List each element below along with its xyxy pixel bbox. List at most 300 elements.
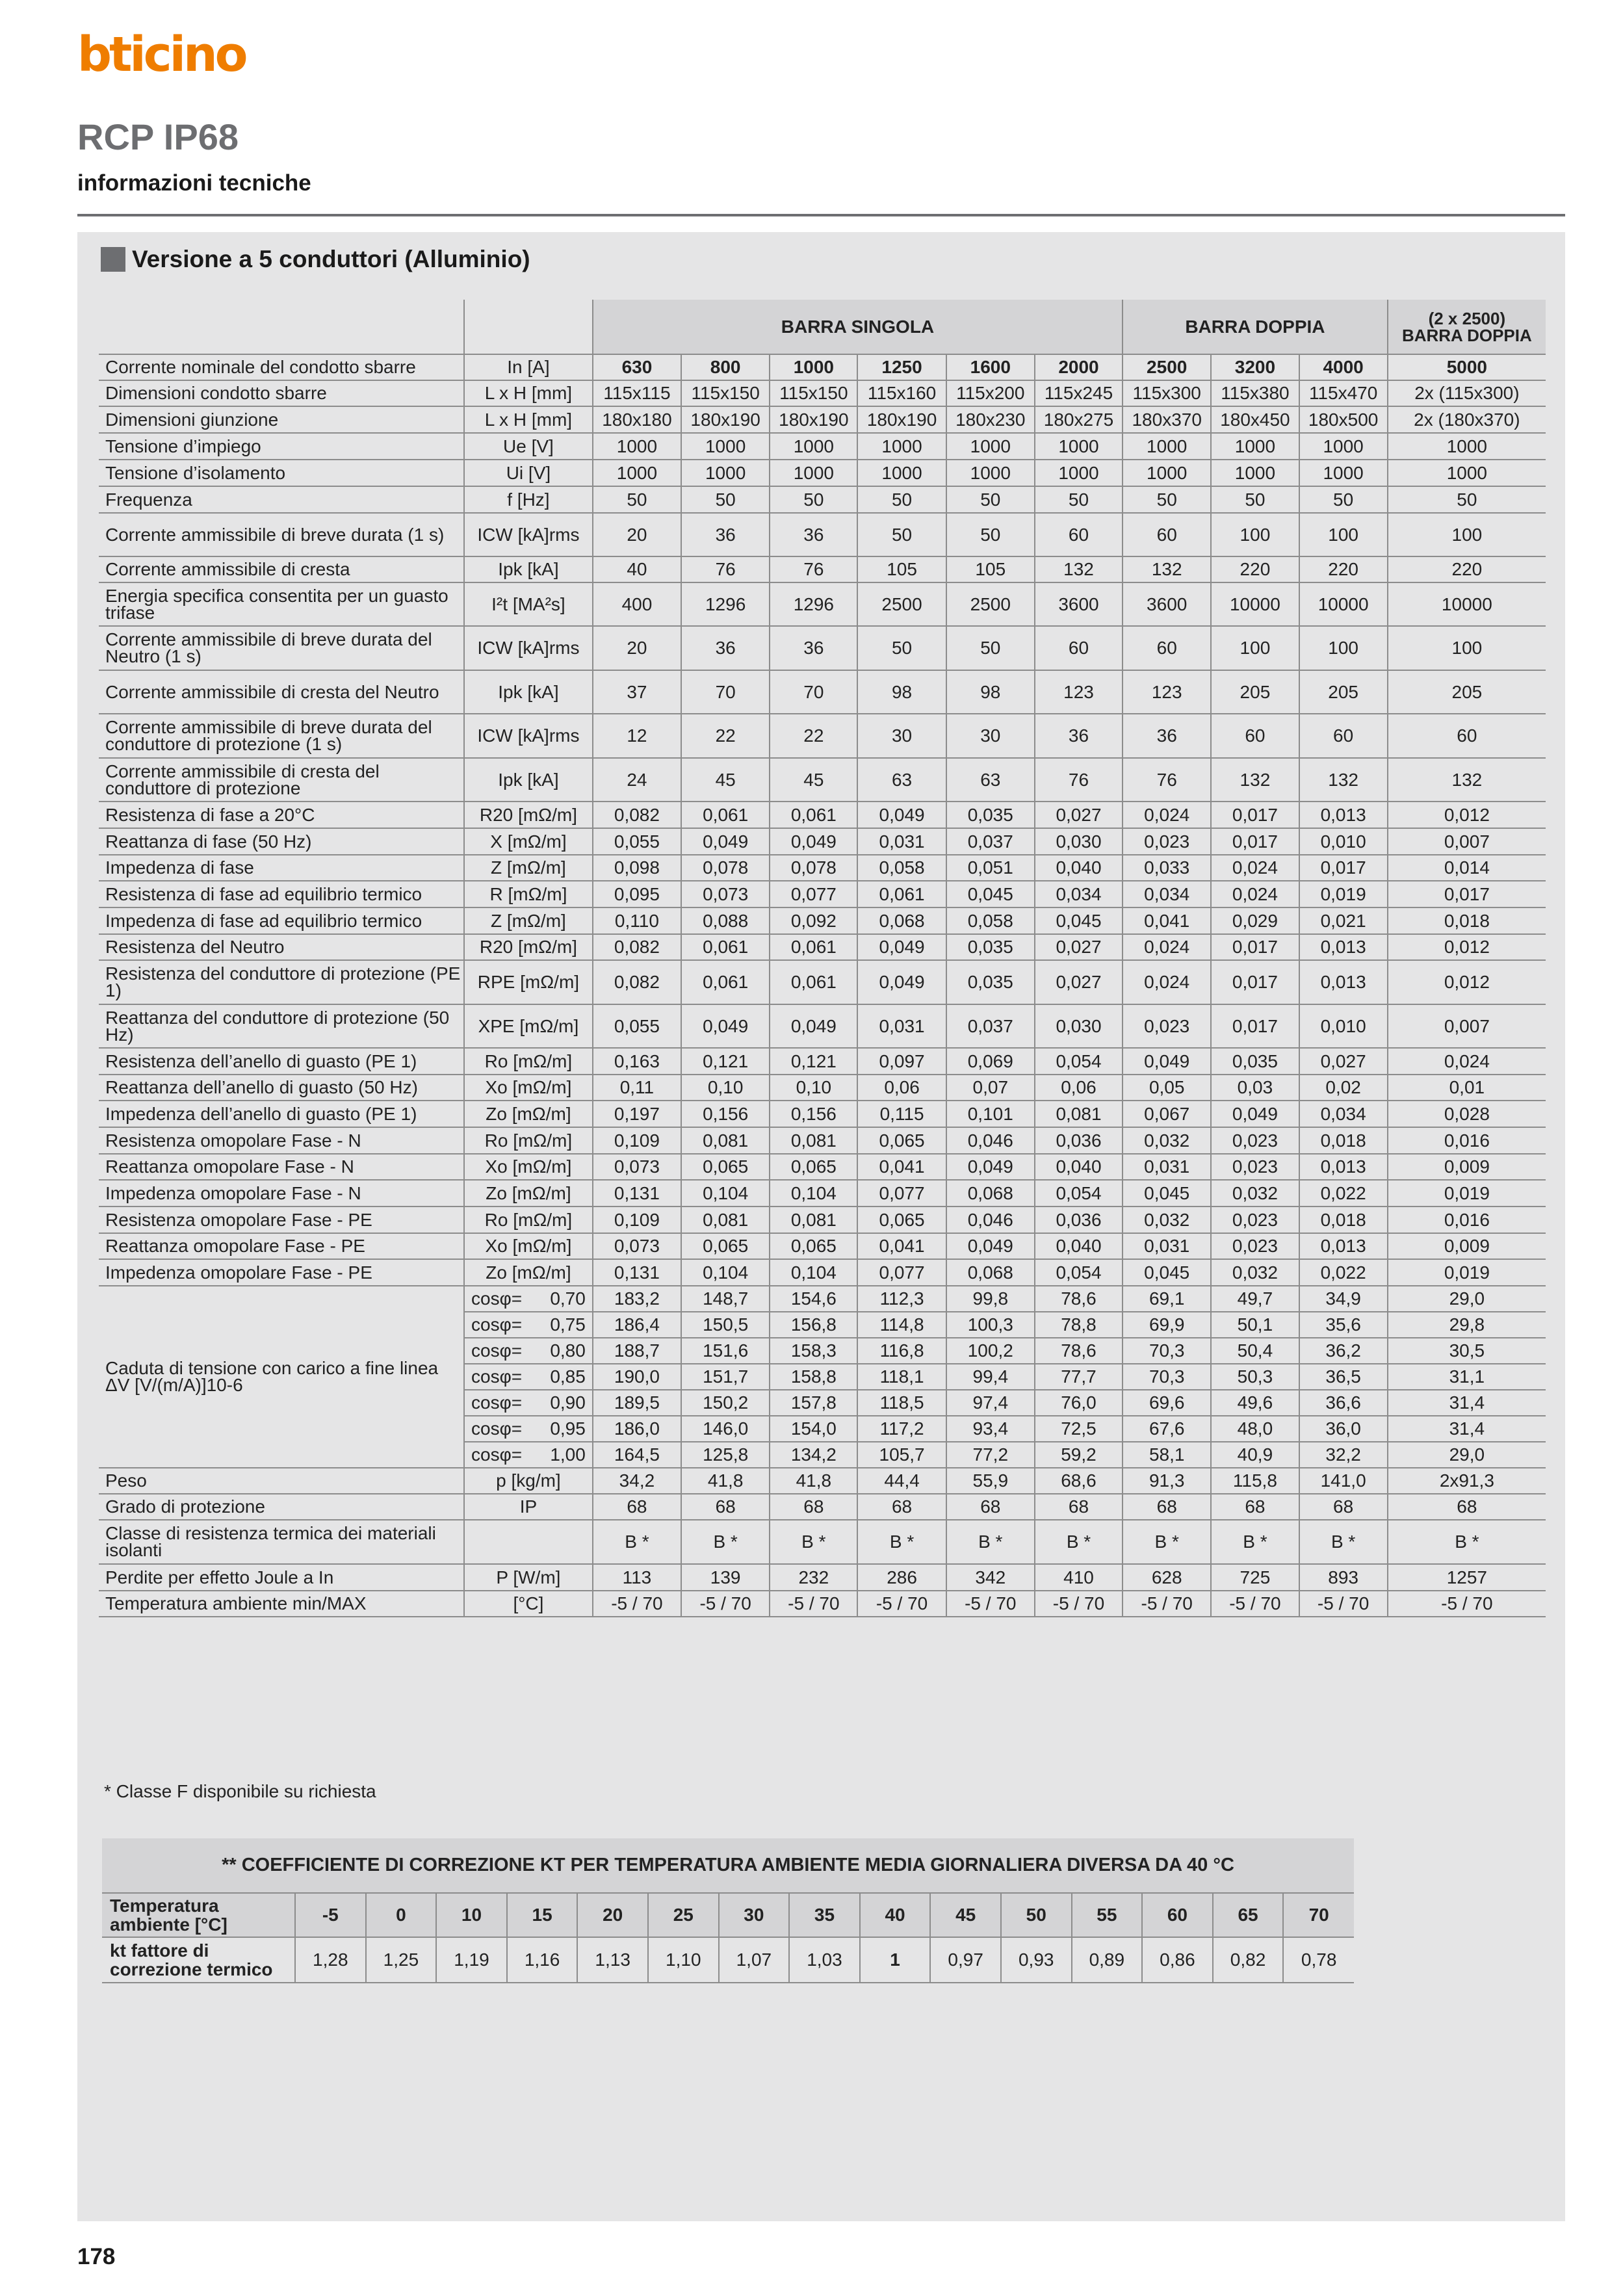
table-cell: 50 bbox=[1123, 486, 1211, 513]
table-row bbox=[99, 406, 1546, 433]
table-cell: 0,012 bbox=[1388, 934, 1546, 960]
table-cell: 0,049 bbox=[857, 802, 946, 828]
table-header-row bbox=[99, 300, 1546, 354]
cos-value: 0,85 bbox=[550, 1366, 586, 1387]
table-cell: 2x (180x370) bbox=[1388, 406, 1546, 433]
table-cell: 0,055 bbox=[593, 828, 681, 855]
table-cell: B * bbox=[681, 1520, 770, 1564]
table-cell: 1000 bbox=[1211, 433, 1299, 460]
table-row bbox=[99, 1468, 1546, 1494]
table-cell: 0,035 bbox=[946, 960, 1035, 1004]
table-cell: 0,033 bbox=[1123, 855, 1211, 881]
table-cell: 0,007 bbox=[1388, 828, 1546, 855]
table-cell: 60 bbox=[1123, 626, 1211, 670]
table-cell: 115x200 bbox=[946, 380, 1035, 406]
table-cell: 183,2 bbox=[593, 1286, 681, 1312]
kt-factor-cell: 1,13 bbox=[577, 1937, 648, 1983]
table-cell: 0,095 bbox=[593, 881, 681, 907]
table-row bbox=[99, 1127, 1546, 1154]
table-cell: 72,5 bbox=[1035, 1416, 1123, 1442]
cos-prefix: cosφ= bbox=[471, 1418, 523, 1439]
table-cell: 0,054 bbox=[1035, 1048, 1123, 1075]
row-unit: R20 [mΩ/m] bbox=[464, 934, 593, 960]
row-unit: Z [mΩ/m] bbox=[464, 855, 593, 881]
table-cell: -5 / 70 bbox=[1299, 1591, 1388, 1617]
table-row bbox=[99, 907, 1546, 934]
table-cell: 98 bbox=[946, 670, 1035, 714]
table-cell: 0,035 bbox=[946, 934, 1035, 960]
table-cell: 0,017 bbox=[1211, 960, 1299, 1004]
table-cell: 150,2 bbox=[681, 1390, 770, 1416]
table-row bbox=[99, 1075, 1546, 1101]
table-cell: 68 bbox=[857, 1494, 946, 1520]
group-barra-singola: BARRA SINGOLA bbox=[593, 300, 1123, 354]
table-cell: 0,027 bbox=[1035, 960, 1123, 1004]
row-unit: Ro [mΩ/m] bbox=[464, 1207, 593, 1233]
table-cell: 0,012 bbox=[1388, 802, 1546, 828]
table-cell: 0,097 bbox=[857, 1048, 946, 1075]
table-cell: 50 bbox=[1035, 486, 1123, 513]
row-label: Resistenza di fase a 20°C bbox=[99, 802, 464, 828]
table-cell: 36,2 bbox=[1299, 1338, 1388, 1364]
table-cell: 2500 bbox=[857, 582, 946, 626]
table-cell: 0,024 bbox=[1123, 802, 1211, 828]
table-cell: 0,017 bbox=[1299, 855, 1388, 881]
table-cell: 0,049 bbox=[770, 828, 857, 855]
row-unit: Zo [mΩ/m] bbox=[464, 1180, 593, 1207]
table-row bbox=[99, 828, 1546, 855]
cos-prefix: cosφ= bbox=[471, 1340, 523, 1361]
table-cell: 99,8 bbox=[946, 1286, 1035, 1312]
table-cell: 0,061 bbox=[770, 960, 857, 1004]
cos-prefix: cosφ= bbox=[471, 1444, 523, 1465]
kt-factor-cell: 1,03 bbox=[789, 1937, 860, 1983]
table-cell: 0,104 bbox=[681, 1180, 770, 1207]
table-cell: 50 bbox=[770, 486, 857, 513]
table-cell: 78,6 bbox=[1035, 1338, 1123, 1364]
table-cell: 0,046 bbox=[946, 1207, 1035, 1233]
section-header bbox=[101, 246, 530, 273]
row-unit: Ro [mΩ/m] bbox=[464, 1127, 593, 1154]
table-row bbox=[99, 380, 1546, 406]
kt-temp-row bbox=[102, 1893, 1354, 1937]
table-cell: 68 bbox=[946, 1494, 1035, 1520]
table-cell: 93,4 bbox=[946, 1416, 1035, 1442]
row-label: Impedenza dell’anello di guasto (PE 1) bbox=[99, 1101, 464, 1127]
table-cell: 50 bbox=[1211, 486, 1299, 513]
table-cell: 151,6 bbox=[681, 1338, 770, 1364]
group-2x-line1: (2 x 2500) bbox=[1428, 308, 1506, 328]
row-unit: Ue [V] bbox=[464, 433, 593, 460]
table-cell: 0,058 bbox=[946, 907, 1035, 934]
table-cell: 0,019 bbox=[1388, 1259, 1546, 1286]
table-cell: B * bbox=[857, 1520, 946, 1564]
row-label: Impedenza omopolare Fase - PE bbox=[99, 1259, 464, 1286]
table-cell: 0,013 bbox=[1299, 1154, 1388, 1180]
table-cell: 0,049 bbox=[1211, 1101, 1299, 1127]
table-row bbox=[99, 1259, 1546, 1286]
table-cell: 68 bbox=[1035, 1494, 1123, 1520]
table-cell: 0,061 bbox=[857, 881, 946, 907]
table-cell: 35,6 bbox=[1299, 1312, 1388, 1338]
table-cell: 180x230 bbox=[946, 406, 1035, 433]
table-cell: 0,065 bbox=[857, 1127, 946, 1154]
table-cell: -5 / 70 bbox=[1123, 1591, 1211, 1617]
drop-label: Caduta di tensione con carico a fine linea ΔV [V/(m/A)]10-6 bbox=[99, 1286, 464, 1468]
table-cell: 0,035 bbox=[946, 802, 1035, 828]
kt-temp-cell: 70 bbox=[1283, 1893, 1354, 1937]
table-cell: 0,163 bbox=[593, 1048, 681, 1075]
cos-value: 0,70 bbox=[550, 1288, 586, 1309]
row-label: Impedenza di fase ad equilibrio termico bbox=[99, 907, 464, 934]
table-cell: 118,5 bbox=[857, 1390, 946, 1416]
row-label: Frequenza bbox=[99, 486, 464, 513]
table-cell: 0,065 bbox=[770, 1233, 857, 1259]
table-cell: 0,032 bbox=[1211, 1180, 1299, 1207]
cos-value: 0,75 bbox=[550, 1314, 586, 1335]
table-cell: 139 bbox=[681, 1564, 770, 1591]
table-cell: -5 / 70 bbox=[1035, 1591, 1123, 1617]
table-cell: 68 bbox=[593, 1494, 681, 1520]
table-cell: 148,7 bbox=[681, 1286, 770, 1312]
table-cell: 113 bbox=[593, 1564, 681, 1591]
table-cell: 69,1 bbox=[1123, 1286, 1211, 1312]
table-cell: 0,045 bbox=[1123, 1180, 1211, 1207]
table-cell: 0,023 bbox=[1211, 1233, 1299, 1259]
table-cell: 1000 bbox=[1035, 433, 1123, 460]
table-cell: 0,156 bbox=[681, 1101, 770, 1127]
table-cell: 0,104 bbox=[681, 1259, 770, 1286]
table-cell: 190,0 bbox=[593, 1364, 681, 1390]
table-cell: 3600 bbox=[1123, 582, 1211, 626]
table-cell: 0,049 bbox=[857, 934, 946, 960]
table-cell: 0,017 bbox=[1211, 828, 1299, 855]
table-cell: 0,068 bbox=[946, 1180, 1035, 1207]
table-cell: 30 bbox=[946, 714, 1035, 758]
table-cell: 154,0 bbox=[770, 1416, 857, 1442]
row-unit: Zo [mΩ/m] bbox=[464, 1101, 593, 1127]
table-row bbox=[99, 354, 1546, 380]
kt-factor-cell: 0,86 bbox=[1142, 1937, 1213, 1983]
table-row bbox=[99, 460, 1546, 486]
table-cell: 0,049 bbox=[857, 960, 946, 1004]
row-unit: I²t [MA²s] bbox=[464, 582, 593, 626]
header-divider bbox=[77, 214, 1565, 216]
row-label: Corrente ammissibile di breve durata (1 s) bbox=[99, 513, 464, 556]
row-label: Tensione d’isolamento bbox=[99, 460, 464, 486]
table-cell: 0,07 bbox=[946, 1075, 1035, 1101]
table-cell: 0,077 bbox=[857, 1259, 946, 1286]
table-cell: 100,2 bbox=[946, 1338, 1035, 1364]
table-cell: 0,027 bbox=[1035, 934, 1123, 960]
table-row bbox=[99, 513, 1546, 556]
table-cell: 1000 bbox=[1299, 460, 1388, 486]
table-cell: -5 / 70 bbox=[857, 1591, 946, 1617]
cos-cell bbox=[464, 1286, 593, 1312]
kt-factor-cell: 0,89 bbox=[1072, 1937, 1143, 1983]
table-cell: 105,7 bbox=[857, 1442, 946, 1468]
row-label: Impedenza di fase bbox=[99, 855, 464, 881]
table-cell: 115x150 bbox=[681, 380, 770, 406]
table-cell: 63 bbox=[946, 758, 1035, 802]
table-cell: 1000 bbox=[1035, 460, 1123, 486]
table-cell: 0,045 bbox=[946, 881, 1035, 907]
table-cell: 1000 bbox=[1299, 433, 1388, 460]
table-cell: 36 bbox=[681, 513, 770, 556]
row-unit bbox=[464, 1520, 593, 1564]
table-cell: 60 bbox=[1035, 513, 1123, 556]
table-cell: 0,013 bbox=[1299, 802, 1388, 828]
table-cell: 0,012 bbox=[1388, 960, 1546, 1004]
table-cell: 0,019 bbox=[1299, 881, 1388, 907]
table-cell: 55,9 bbox=[946, 1468, 1035, 1494]
table-cell: 123 bbox=[1123, 670, 1211, 714]
table-cell: 40 bbox=[593, 556, 681, 582]
table-cell: 0,035 bbox=[1211, 1048, 1299, 1075]
table-cell: 180x190 bbox=[857, 406, 946, 433]
table-cell: 0,024 bbox=[1211, 855, 1299, 881]
row-label: Peso bbox=[99, 1468, 464, 1494]
table-cell: 1000 bbox=[770, 460, 857, 486]
table-cell: 893 bbox=[1299, 1564, 1388, 1591]
table-cell: 180x180 bbox=[593, 406, 681, 433]
table-cell: 186,4 bbox=[593, 1312, 681, 1338]
cos-value: 0,95 bbox=[550, 1418, 586, 1439]
kt-factor-row bbox=[102, 1937, 1354, 1983]
table-cell: 150,5 bbox=[681, 1312, 770, 1338]
table-row-cos bbox=[99, 1286, 1546, 1312]
table-cell: 77,7 bbox=[1035, 1364, 1123, 1390]
table-cell: 180x450 bbox=[1211, 406, 1299, 433]
table-cell: 400 bbox=[593, 582, 681, 626]
table-cell: 146,0 bbox=[681, 1416, 770, 1442]
table-cell: 1000 bbox=[681, 433, 770, 460]
row-unit: RPE [mΩ/m] bbox=[464, 960, 593, 1004]
row-unit: [°C] bbox=[464, 1591, 593, 1617]
table-cell: 115x150 bbox=[770, 380, 857, 406]
table-cell: 0,073 bbox=[681, 881, 770, 907]
table-cell: 41,8 bbox=[770, 1468, 857, 1494]
header-blank bbox=[99, 300, 464, 354]
table-cell: 0,03 bbox=[1211, 1075, 1299, 1101]
table-cell: 1600 bbox=[946, 354, 1035, 380]
table-cell: 0,017 bbox=[1211, 934, 1299, 960]
table-cell: 34,2 bbox=[593, 1468, 681, 1494]
row-unit: Ipk [kA] bbox=[464, 758, 593, 802]
section-square-icon bbox=[101, 247, 125, 272]
table-cell: 1000 bbox=[1123, 433, 1211, 460]
table-cell: 0,023 bbox=[1123, 1004, 1211, 1048]
row-label: Dimensioni giunzione bbox=[99, 406, 464, 433]
table-cell: 105 bbox=[857, 556, 946, 582]
table-cell: 50 bbox=[946, 486, 1035, 513]
table-cell: 0,013 bbox=[1299, 1233, 1388, 1259]
table-row bbox=[99, 855, 1546, 881]
row-label: Reattanza omopolare Fase - PE bbox=[99, 1233, 464, 1259]
table-cell: 2000 bbox=[1035, 354, 1123, 380]
kt-title-row bbox=[102, 1838, 1354, 1893]
table-cell: 115,8 bbox=[1211, 1468, 1299, 1494]
table-cell: 41,8 bbox=[681, 1468, 770, 1494]
cos-value: 0,80 bbox=[550, 1340, 586, 1361]
table-cell: 78,8 bbox=[1035, 1312, 1123, 1338]
table-cell: B * bbox=[946, 1520, 1035, 1564]
table-cell: 50,1 bbox=[1211, 1312, 1299, 1338]
group-2x-line2: BARRA DOPPIA bbox=[1401, 325, 1532, 345]
kt-factor-label: kt fattore di correzione termico bbox=[102, 1937, 295, 1983]
table-cell: 0,023 bbox=[1211, 1207, 1299, 1233]
table-cell: 725 bbox=[1211, 1564, 1299, 1591]
table-cell: 0,013 bbox=[1299, 934, 1388, 960]
row-label: Resistenza dell’anello di guasto (PE 1) bbox=[99, 1048, 464, 1075]
table-cell: 1000 bbox=[681, 460, 770, 486]
table-cell: 0,104 bbox=[770, 1180, 857, 1207]
specs-table bbox=[99, 300, 1546, 1617]
table-cell: 0,034 bbox=[1035, 881, 1123, 907]
page-title: RCP IP68 bbox=[77, 116, 239, 157]
table-cell: 0,082 bbox=[593, 960, 681, 1004]
table-cell: 76 bbox=[1123, 758, 1211, 802]
table-cell: 49,7 bbox=[1211, 1286, 1299, 1312]
table-cell: 0,081 bbox=[1035, 1101, 1123, 1127]
row-unit: In [A] bbox=[464, 354, 593, 380]
row-unit: XPE [mΩ/m] bbox=[464, 1004, 593, 1048]
table-cell: 132 bbox=[1211, 758, 1299, 802]
table-cell: 69,9 bbox=[1123, 1312, 1211, 1338]
table-cell: 0,037 bbox=[946, 1004, 1035, 1048]
kt-factor-cell: 0,93 bbox=[1001, 1937, 1072, 1983]
table-cell: 76 bbox=[1035, 758, 1123, 802]
table-cell: 0,065 bbox=[857, 1207, 946, 1233]
table-cell: B * bbox=[1388, 1520, 1546, 1564]
table-cell: 0,049 bbox=[770, 1004, 857, 1048]
table-cell: 49,6 bbox=[1211, 1390, 1299, 1416]
cos-cell bbox=[464, 1442, 593, 1468]
table-cell: 99,4 bbox=[946, 1364, 1035, 1390]
table-cell: 1000 bbox=[1211, 460, 1299, 486]
table-cell: 0,061 bbox=[770, 802, 857, 828]
table-cell: 22 bbox=[681, 714, 770, 758]
table-cell: 0,109 bbox=[593, 1207, 681, 1233]
table-cell: 70 bbox=[681, 670, 770, 714]
table-cell: -5 / 70 bbox=[946, 1591, 1035, 1617]
table-cell: 114,8 bbox=[857, 1312, 946, 1338]
row-unit: Xo [mΩ/m] bbox=[464, 1154, 593, 1180]
table-cell: 36 bbox=[770, 513, 857, 556]
table-cell: 77,2 bbox=[946, 1442, 1035, 1468]
table-cell: 50 bbox=[857, 626, 946, 670]
row-label: Perdite per effetto Joule a In bbox=[99, 1564, 464, 1591]
table-cell: 0,010 bbox=[1299, 828, 1388, 855]
row-unit: X [mΩ/m] bbox=[464, 828, 593, 855]
table-cell: 0,037 bbox=[946, 828, 1035, 855]
table-cell: 0,041 bbox=[857, 1154, 946, 1180]
table-cell: 180x190 bbox=[681, 406, 770, 433]
table-cell: 32,2 bbox=[1299, 1442, 1388, 1468]
table-cell: 76,0 bbox=[1035, 1390, 1123, 1416]
header-blank-unit bbox=[464, 300, 593, 354]
table-row bbox=[99, 934, 1546, 960]
table-cell: 0,027 bbox=[1299, 1048, 1388, 1075]
table-cell: 1000 bbox=[593, 460, 681, 486]
table-cell: 0,061 bbox=[770, 934, 857, 960]
table-cell: 800 bbox=[681, 354, 770, 380]
bticino-logo: bticino bbox=[77, 27, 246, 83]
table-cell: 24 bbox=[593, 758, 681, 802]
table-cell: 0,078 bbox=[681, 855, 770, 881]
row-unit: f [Hz] bbox=[464, 486, 593, 513]
table-cell: 0,092 bbox=[770, 907, 857, 934]
row-unit: Ipk [kA] bbox=[464, 670, 593, 714]
table-cell: 0,034 bbox=[1123, 881, 1211, 907]
table-cell: 0,049 bbox=[946, 1154, 1035, 1180]
section-title: Versione a 5 conduttori (Alluminio) bbox=[132, 246, 530, 272]
table-cell: 0,06 bbox=[857, 1075, 946, 1101]
table-cell: 628 bbox=[1123, 1564, 1211, 1591]
table-cell: 100 bbox=[1211, 626, 1299, 670]
table-cell: 76 bbox=[770, 556, 857, 582]
table-cell: 1000 bbox=[1388, 460, 1546, 486]
row-label: Impedenza omopolare Fase - N bbox=[99, 1180, 464, 1207]
table-cell: 36,5 bbox=[1299, 1364, 1388, 1390]
table-cell: 156,8 bbox=[770, 1312, 857, 1338]
footnote: * Classe F disponibile su richiesta bbox=[104, 1781, 376, 1801]
row-label: Resistenza del conduttore di protezione (PE 1) bbox=[99, 960, 464, 1004]
table-cell: 100 bbox=[1299, 626, 1388, 670]
page-number: 178 bbox=[77, 2244, 116, 2269]
table-cell: 100 bbox=[1388, 626, 1546, 670]
row-unit: P [W/m] bbox=[464, 1564, 593, 1591]
table-cell: 50 bbox=[681, 486, 770, 513]
table-cell: 78,6 bbox=[1035, 1286, 1123, 1312]
table-cell: 0,007 bbox=[1388, 1004, 1546, 1048]
table-cell: 205 bbox=[1299, 670, 1388, 714]
table-cell: 0,040 bbox=[1035, 855, 1123, 881]
table-cell: 205 bbox=[1211, 670, 1299, 714]
row-label: Temperatura ambiente min/MAX bbox=[99, 1591, 464, 1617]
table-cell: 29,0 bbox=[1388, 1442, 1546, 1468]
table-cell: 0,023 bbox=[1123, 828, 1211, 855]
kt-temp-cell: 40 bbox=[860, 1893, 931, 1937]
table-cell: 30,5 bbox=[1388, 1338, 1546, 1364]
row-label: Corrente ammissibile di breve durata del Neutro (1 s) bbox=[99, 626, 464, 670]
table-cell: 60 bbox=[1123, 513, 1211, 556]
table-cell: 0,019 bbox=[1388, 1180, 1546, 1207]
table-row bbox=[99, 582, 1546, 626]
table-cell: 0,017 bbox=[1211, 802, 1299, 828]
table-cell: 0,197 bbox=[593, 1101, 681, 1127]
table-cell: 115x470 bbox=[1299, 380, 1388, 406]
table-cell: 220 bbox=[1299, 556, 1388, 582]
row-label: Energia specifica consentita per un guasto trifase bbox=[99, 582, 464, 626]
row-label: Reattanza del conduttore di protezione (50 Hz) bbox=[99, 1004, 464, 1048]
table-cell: 50 bbox=[1299, 486, 1388, 513]
table-cell: 115x160 bbox=[857, 380, 946, 406]
table-cell: 0,115 bbox=[857, 1101, 946, 1127]
table-cell: 180x275 bbox=[1035, 406, 1123, 433]
kt-title: ** COEFFICIENTE DI CORREZIONE KT PER TEMPERATURA AMBIENTE MEDIA GIORNALIERA DIVERSA DA 40 °C bbox=[102, 1838, 1354, 1893]
table-cell: 342 bbox=[946, 1564, 1035, 1591]
table-cell: 36,6 bbox=[1299, 1390, 1388, 1416]
table-cell: 115x245 bbox=[1035, 380, 1123, 406]
table-cell: 0,077 bbox=[857, 1180, 946, 1207]
row-label: Grado di protezione bbox=[99, 1494, 464, 1520]
kt-factor-cell: 1,07 bbox=[719, 1937, 790, 1983]
row-unit: L x H [mm] bbox=[464, 406, 593, 433]
table-cell: 132 bbox=[1299, 758, 1388, 802]
table-cell: B * bbox=[1035, 1520, 1123, 1564]
table-cell: 154,6 bbox=[770, 1286, 857, 1312]
